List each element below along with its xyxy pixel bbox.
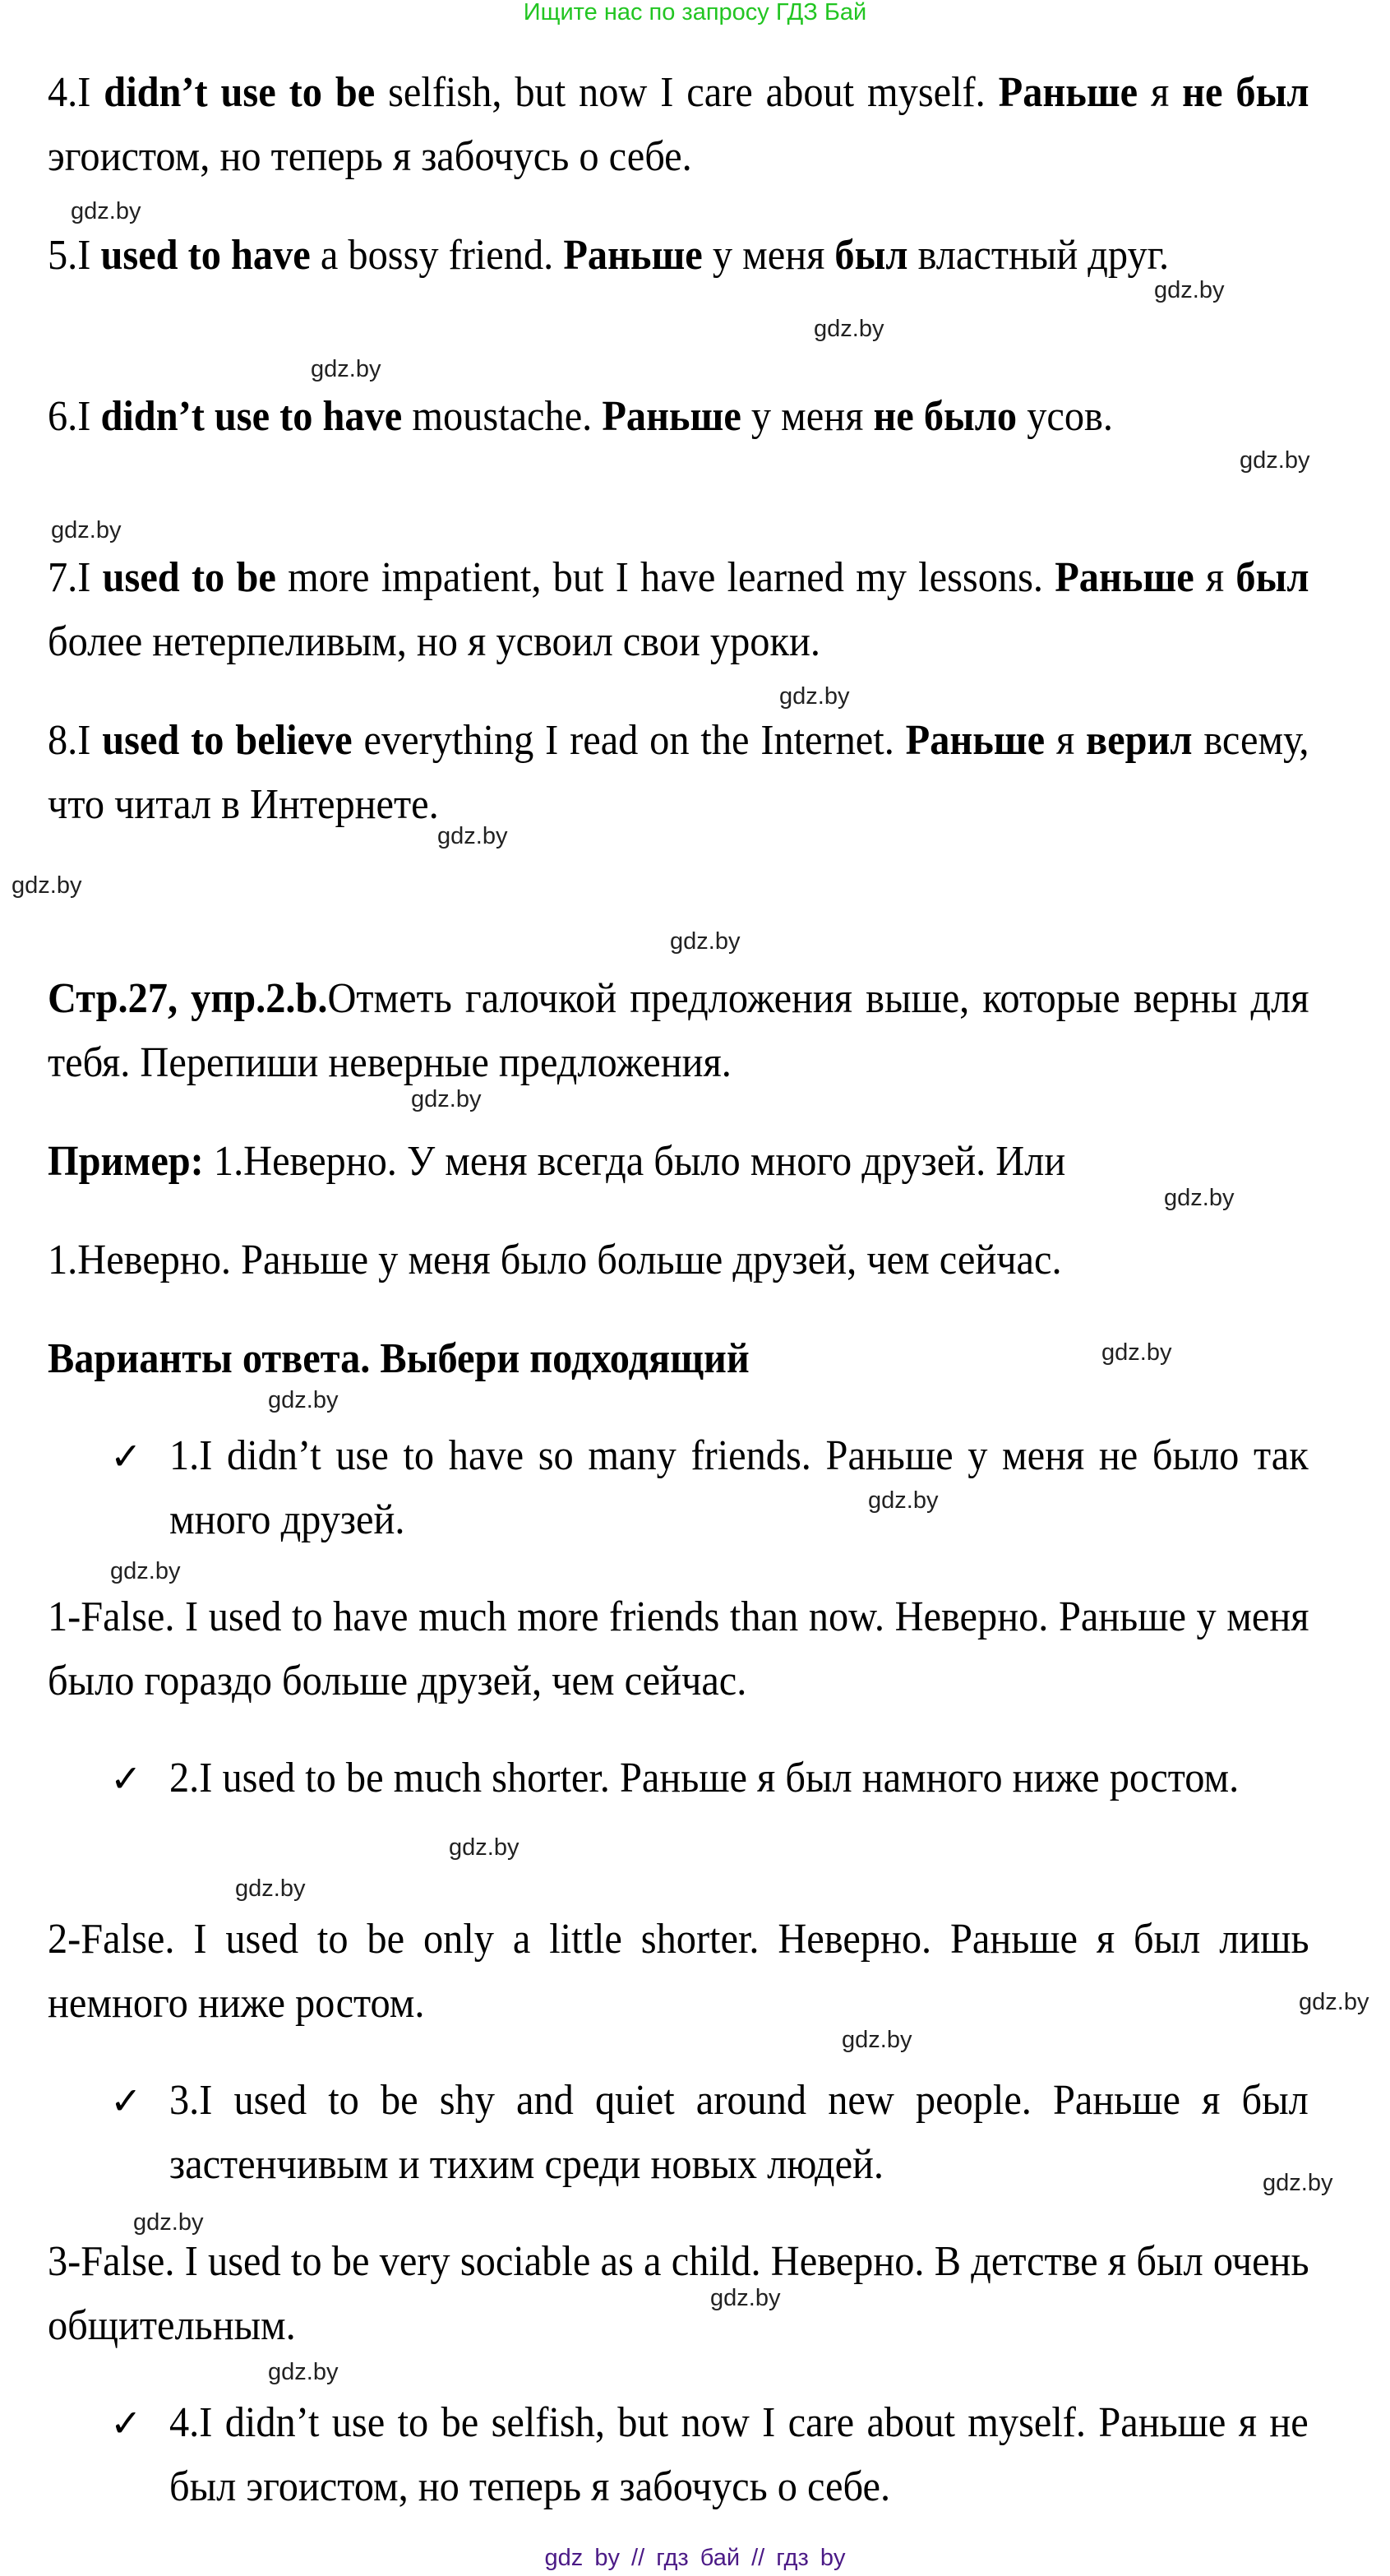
task-instruction: Стр.27, упр.2.b.Отметь галочкой предложения выше, которые верны для тебя. Перепиши неверные предложения. bbox=[48, 975, 1309, 1086]
checkmark-icon: ✓ bbox=[110, 1756, 142, 1801]
watermark: gdz.by bbox=[437, 823, 508, 849]
watermark: gdz.by bbox=[670, 928, 741, 955]
watermark: gdz.by bbox=[51, 517, 122, 543]
task-reference: Стр.27, упр.2.b. bbox=[48, 975, 328, 1022]
top-promo-banner[interactable]: Ищите нас по запросу ГДЗ Бай bbox=[523, 0, 867, 25]
watermark: gdz.by bbox=[1263, 2170, 1333, 2196]
checklist-item-1: 1.I didn’t use to have so many friends. Раньше у меня не было так много друзей. bbox=[169, 1432, 1309, 1543]
checkmark-icon: ✓ bbox=[110, 1434, 142, 1478]
example-line-2: 1.Неверно. Раньше у меня было больше друзей, чем сейчас. bbox=[48, 1237, 1062, 1283]
watermark: gdz.by bbox=[1299, 1989, 1369, 2015]
watermark: gdz.by bbox=[779, 683, 850, 710]
bottom-promo-banner[interactable]: gdz by // гдз бай // гдз by bbox=[544, 2545, 846, 2571]
checkmark-icon: ✓ bbox=[110, 2079, 142, 2123]
watermark: gdz.by bbox=[235, 1875, 306, 1902]
answer-item-5: 5.I used to have a bossy friend. Раньше у меня был властный друг. bbox=[48, 232, 1170, 279]
watermark: gdz.by bbox=[814, 316, 884, 342]
checklist-item-3: 3.I used to be shy and quiet around new people. Раньше я был застенчивым и тихим среди новых людей. bbox=[169, 2077, 1309, 2188]
checklist-answer-3: 3-False. I used to be very sociable as a child. Неверно. В детстве я был очень общительным. bbox=[48, 2238, 1309, 2349]
watermark: gdz.by bbox=[268, 1387, 339, 1413]
watermark: gdz.by bbox=[133, 2209, 204, 2236]
checkmark-icon: ✓ bbox=[110, 2401, 142, 2445]
watermark: gdz.by bbox=[311, 356, 381, 382]
watermark: gdz.by bbox=[268, 2359, 339, 2385]
checklist-answer-2: 2-False. I used to be only a little shorter. Неверно. Раньше я был лишь немного ниже ростом. bbox=[48, 1916, 1309, 2027]
watermark: gdz.by bbox=[868, 1487, 939, 1514]
watermark: gdz.by bbox=[12, 872, 82, 899]
example-line-1: Пример: 1.Неверно. У меня всегда было много друзей. Или bbox=[48, 1138, 1066, 1185]
variants-heading: Варианты ответа. Выбери подходящий bbox=[48, 1335, 750, 1382]
answer-item-6: 6.I didn’t use to have moustache. Раньше у меня не было усов. bbox=[48, 393, 1113, 440]
watermark: gdz.by bbox=[710, 2285, 781, 2311]
watermark: gdz.by bbox=[1154, 277, 1225, 303]
example-label: Пример: bbox=[48, 1138, 204, 1185]
answer-item-8: 8.I used to believe everything I read on the Internet. Раньше я верил всему, что читал в Интернете. bbox=[48, 717, 1309, 828]
watermark: gdz.by bbox=[1164, 1185, 1235, 1211]
watermark: gdz.by bbox=[411, 1086, 482, 1112]
answer-item-7: 7.I used to be more impatient, but I have learned my lessons. Раньше я был более нетерпеливым, но я усвоил свои уроки. bbox=[48, 554, 1309, 665]
watermark: gdz.by bbox=[110, 1558, 181, 1584]
watermark: gdz.by bbox=[842, 2027, 912, 2053]
checklist-item-2: 2.I used to be much shorter. Раньше я был намного ниже ростом. bbox=[169, 1755, 1240, 1801]
watermark: gdz.by bbox=[449, 1834, 520, 1861]
checklist-answer-1: 1-False. I used to have much more friends than now. Неверно. Раньше у меня было гораздо больше друзей, чем сейчас. bbox=[48, 1593, 1309, 1704]
watermark: gdz.by bbox=[1240, 447, 1310, 474]
checklist-item-4: 4.I didn’t use to be selfish, but now I care about myself. Раньше я не был эгоистом, но теперь я забочусь о себе. bbox=[169, 2399, 1309, 2510]
watermark: gdz.by bbox=[71, 198, 141, 224]
watermark: gdz.by bbox=[1101, 1339, 1172, 1366]
answer-item-4: 4.I didn’t use to be selfish, but now I care about myself. Раньше я не был эгоистом, но теперь я забочусь о себе. bbox=[48, 69, 1309, 180]
